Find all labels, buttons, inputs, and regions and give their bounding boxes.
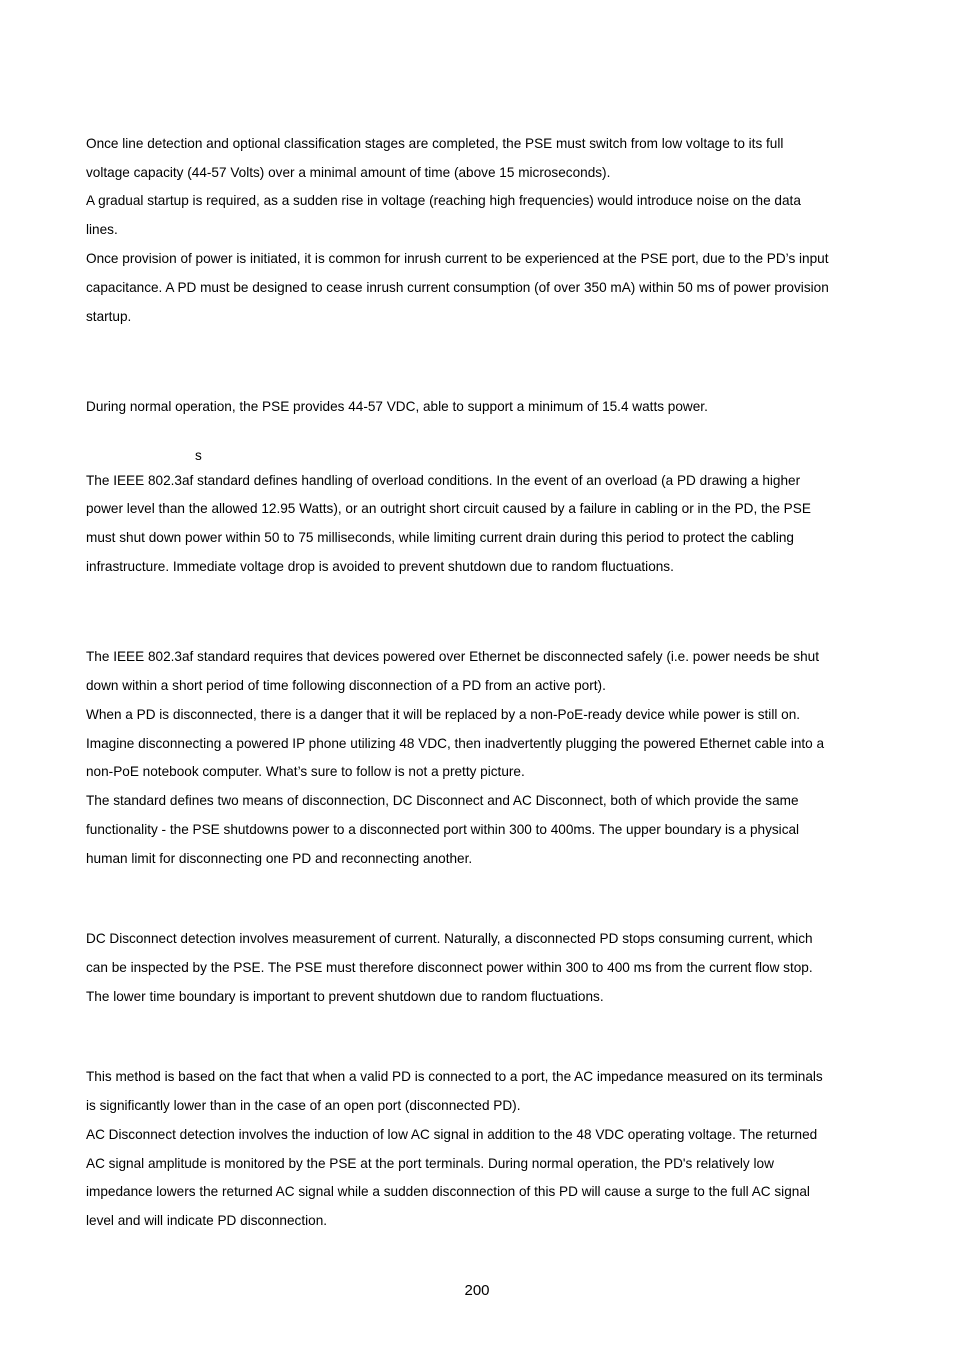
text-line: human limit for disconnecting one PD and reconnecting another. xyxy=(86,851,473,866)
text-line: functionality - the PSE shutdowns power to a disconnected port within 300 to 400ms. The upper boundary is a physical xyxy=(86,822,800,837)
text-line: capacitance. A PD must be designed to cease inrush current consumption (of over 350 mA) within 50 ms of power provision xyxy=(86,280,829,295)
text-line: voltage capacity (44-57 Volts) over a minimal amount of time (above 15 microseconds). xyxy=(86,165,611,180)
text-line: AC signal amplitude is monitored by the PSE at the port terminals. During normal operation, the PD's relatively low xyxy=(86,1156,774,1171)
text-line: can be inspected by the PSE. The PSE must therefore disconnect power within 300 to 400 ms from the current flow stop. xyxy=(86,960,813,975)
text-line: Imagine disconnecting a powered IP phone utilizing 48 VDC, then inadvertently plugging the powered Ethernet cable into a xyxy=(86,736,825,751)
text-line: The IEEE 802.3af standard defines handling of overload conditions. In the event of an overload (a PD drawing a higher xyxy=(86,473,801,488)
text-line: Once provision of power is initiated, it is common for inrush current to be experienced at the PSE port, due to the PD’s input xyxy=(86,251,829,266)
text-line: A gradual startup is required, as a sudden rise in voltage (reaching high frequencies) would introduce noise on the data xyxy=(86,193,801,208)
text-line: DC Disconnect detection involves measurement of current. Naturally, a disconnected PD stops consuming current, which xyxy=(86,931,813,946)
text-line: down within a short period of time following disconnection of a PD from an active port). xyxy=(86,678,606,693)
text-line: power level than the allowed 12.95 Watts), or an outright short circuit caused by a failure in cabling or in the PD, the PSE xyxy=(86,501,811,516)
text-line: AC Disconnect detection involves the induction of low AC signal in addition to the 48 VDC operating voltage. The returned xyxy=(86,1127,818,1142)
stray-character: s xyxy=(195,448,202,463)
text-line: This method is based on the fact that when a valid PD is connected to a port, the AC impedance measured on its terminals xyxy=(86,1069,823,1084)
text-line: impedance lowers the returned AC signal while a sudden disconnection of this PD will cause a surge to the full AC signal xyxy=(86,1184,810,1199)
text-line: During normal operation, the PSE provides 44-57 VDC, able to support a minimum of 15.4 watts power. xyxy=(86,399,708,414)
text-line: The IEEE 802.3af standard requires that devices powered over Ethernet be disconnected safely (i.e. power needs be shut xyxy=(86,649,819,664)
text-line: The standard defines two means of disconnection, DC Disconnect and AC Disconnect, both of which provide the same xyxy=(86,793,799,808)
text-line: Once line detection and optional classification stages are completed, the PSE must switch from low voltage to its full xyxy=(86,136,784,151)
text-line: level and will indicate PD disconnection. xyxy=(86,1213,328,1228)
text-line: The lower time boundary is important to prevent shutdown due to random fluctuations. xyxy=(86,989,604,1004)
text-line: lines. xyxy=(86,222,118,237)
text-line: When a PD is disconnected, there is a danger that it will be replaced by a non-PoE-ready device while power is still on. xyxy=(86,707,801,722)
page-number: 200 xyxy=(464,1282,490,1299)
text-line: must shut down power within 50 to 75 milliseconds, while limiting current drain during this period to protect the cabling xyxy=(86,530,794,545)
text-line: startup. xyxy=(86,309,132,324)
text-line: infrastructure. Immediate voltage drop is avoided to prevent shutdown due to random fluctuations. xyxy=(86,559,674,574)
text-line: non-PoE notebook computer. What’s sure to follow is not a pretty picture. xyxy=(86,764,525,779)
text-line: is significantly lower than in the case of an open port (disconnected PD). xyxy=(86,1098,521,1113)
